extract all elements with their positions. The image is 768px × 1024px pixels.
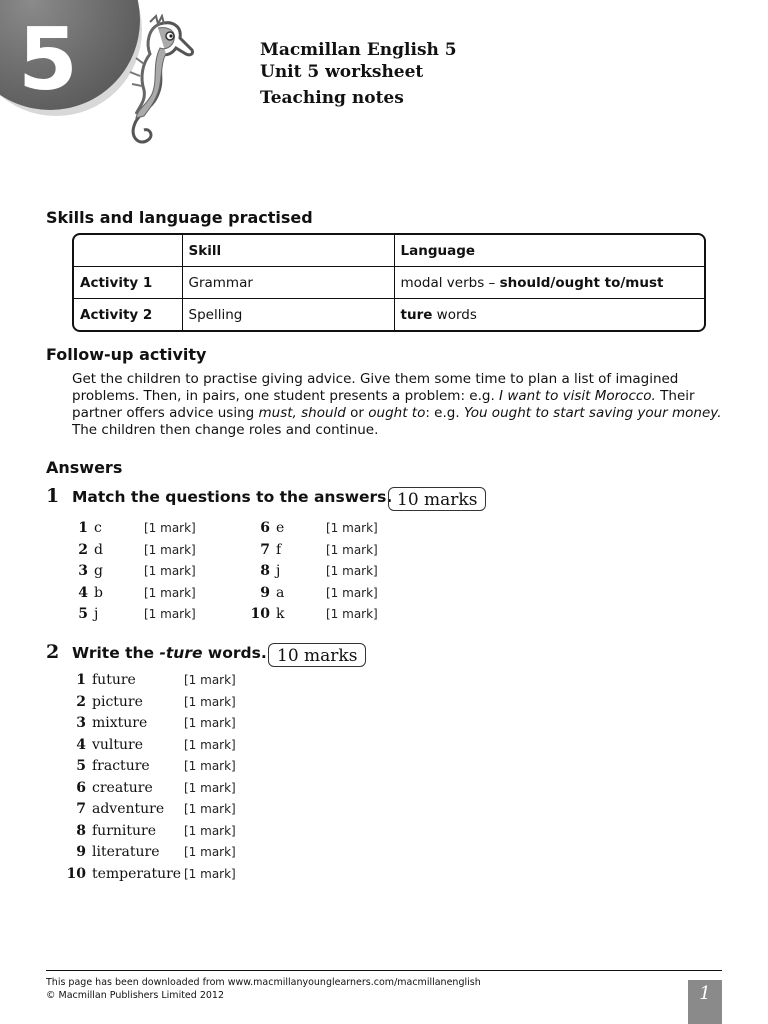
followup-text: Their partner offers advice using	[72, 388, 695, 421]
activity-cell: Activity 2	[74, 299, 182, 331]
footer-divider	[46, 970, 722, 971]
marks-box: 10 marks	[268, 643, 366, 667]
answer-number: 8	[260, 563, 270, 579]
followup-paragraph	[72, 371, 732, 439]
answer-number: 1	[76, 672, 86, 688]
list-item	[238, 540, 378, 562]
followup-example: I want to visit Morocco.	[499, 388, 656, 404]
header-title-line2: Unit 5 worksheet	[260, 62, 424, 82]
answer-number: 6	[76, 779, 86, 796]
answer-number: 4	[76, 736, 86, 753]
question-text: Match the questions to the answers.	[72, 488, 393, 506]
list-item	[60, 713, 236, 735]
followup-example: You ought to start saving your money.	[463, 405, 722, 421]
language-cell	[394, 299, 704, 331]
followup-text: : e.g.	[425, 405, 464, 421]
list-item	[60, 842, 236, 864]
skill-cell: Spelling	[182, 299, 394, 331]
answer-value: g	[94, 563, 103, 579]
answer-value: a	[276, 584, 285, 601]
answer-value: j	[94, 606, 99, 622]
mark-label: [1 mark]	[184, 823, 236, 838]
mark-label: [1 mark]	[326, 607, 378, 621]
marks-box: 10 marks	[388, 487, 486, 511]
answer-number: 7	[260, 541, 270, 558]
mark-label: [1 mark]	[184, 802, 236, 816]
header-title-line3: Teaching notes	[260, 88, 404, 108]
answer-value: future	[92, 672, 136, 688]
table-header-cell: Skill	[182, 235, 394, 267]
list-item	[60, 821, 236, 843]
language-bold-text: should/ought to/must	[499, 274, 664, 291]
answer-value: creature	[92, 779, 153, 796]
table-row	[74, 267, 704, 299]
mark-label: [1 mark]	[184, 759, 236, 773]
activity-cell: Activity 1	[74, 267, 182, 299]
answer-value: adventure	[92, 801, 165, 817]
mark-label: [1 mark]	[184, 737, 236, 752]
mark-label: [1 mark]	[144, 521, 196, 535]
question-number: 2	[46, 641, 60, 663]
answer-value: mixture	[92, 715, 148, 731]
question-text-italic: -ture	[159, 644, 203, 662]
table-header-row	[74, 235, 704, 267]
q2-answer-list	[60, 670, 236, 885]
question-text-part: Write the	[72, 644, 160, 662]
footer-copyright: © Macmillan Publishers Limited 2012	[46, 990, 224, 1001]
skills-table	[72, 233, 706, 332]
answer-value: k	[276, 606, 285, 622]
answer-number: 5	[76, 758, 86, 774]
header-title-line1: Macmillan English 5	[260, 40, 457, 60]
unit-number: 5	[18, 10, 78, 110]
skills-heading: Skills and language practised	[46, 208, 313, 227]
answer-number: 8	[76, 822, 86, 839]
mark-label: [1 mark]	[184, 694, 236, 709]
mark-label: [1 mark]	[144, 542, 196, 557]
list-item	[60, 518, 196, 540]
list-item	[60, 561, 196, 583]
list-item	[60, 799, 236, 821]
list-item	[238, 518, 378, 540]
list-item	[60, 583, 196, 605]
answer-value: f	[276, 541, 282, 558]
answer-value: d	[94, 541, 103, 558]
list-item	[60, 692, 236, 714]
answer-value: furniture	[92, 822, 157, 839]
answer-number: 2	[78, 541, 88, 558]
mark-label: [1 mark]	[184, 716, 236, 730]
answer-number: 5	[78, 606, 88, 622]
list-item	[238, 561, 378, 583]
language-text: modal verbs –	[400, 274, 500, 291]
answer-number: 2	[76, 693, 86, 710]
mark-label: [1 mark]	[184, 866, 236, 881]
skill-cell: Grammar	[182, 267, 394, 299]
mark-label: [1 mark]	[144, 564, 196, 578]
mark-label: [1 mark]	[184, 845, 236, 859]
answer-number: 9	[260, 584, 270, 601]
answer-value: temperature	[92, 865, 182, 882]
mark-label: [1 mark]	[326, 542, 378, 557]
answer-value: e	[276, 520, 285, 536]
question-text-part: words.	[202, 644, 267, 662]
list-item	[60, 604, 196, 626]
language-text: words	[432, 306, 477, 323]
list-item	[60, 778, 236, 800]
followup-text: Get the children to practise giving advice. Give them some time to plan a list of imagined problems. Then, in pairs, one student presents a problem: e.g.	[72, 371, 679, 404]
seahorse-icon	[100, 14, 196, 154]
language-cell	[394, 267, 704, 299]
mark-label: [1 mark]	[326, 521, 378, 535]
answer-value: vulture	[92, 736, 144, 753]
answer-number: 1	[78, 520, 88, 536]
mark-label: [1 mark]	[144, 607, 196, 621]
answer-number: 7	[76, 801, 86, 817]
table-row	[74, 299, 704, 331]
answer-number: 10	[250, 606, 270, 622]
mark-label: [1 mark]	[326, 585, 378, 600]
mark-label: [1 mark]	[144, 585, 196, 600]
question-text	[72, 644, 267, 662]
answer-value: b	[94, 584, 103, 601]
footer	[46, 976, 481, 1002]
question-number: 1	[46, 485, 60, 507]
answer-number: 9	[76, 844, 86, 860]
table-header-cell	[74, 235, 182, 267]
list-item	[238, 604, 378, 626]
list-item	[60, 670, 236, 692]
list-item	[60, 756, 236, 778]
language-bold-text: ture	[400, 306, 433, 323]
mark-label: [1 mark]	[184, 780, 236, 795]
answer-number: 4	[78, 584, 88, 601]
answer-value: picture	[92, 693, 143, 710]
answer-value: c	[94, 520, 102, 536]
answer-number: 3	[76, 715, 86, 731]
answer-value: literature	[92, 844, 160, 860]
footer-download-note: This page has been downloaded from www.macmillanyounglearners.com/macmillanenglish	[46, 977, 481, 988]
followup-modal: ought to	[368, 405, 426, 421]
mark-label: [1 mark]	[184, 673, 236, 687]
list-item	[60, 735, 236, 757]
mark-label: [1 mark]	[326, 564, 378, 578]
table-header-cell: Language	[394, 235, 704, 267]
list-item	[238, 583, 378, 605]
list-item	[60, 864, 236, 886]
followup-heading: Follow-up activity	[46, 345, 207, 364]
answers-heading: Answers	[46, 458, 123, 477]
answer-number: 6	[260, 520, 270, 536]
answer-number: 10	[66, 865, 86, 882]
page-number: 1	[688, 980, 722, 1024]
followup-text: The children then change roles and continue.	[72, 422, 379, 438]
answer-value: fracture	[92, 758, 150, 774]
answer-value: j	[276, 563, 281, 579]
followup-modal: must, should	[258, 405, 346, 421]
followup-text: or	[345, 405, 369, 421]
answer-number: 3	[78, 563, 88, 579]
list-item	[60, 540, 196, 562]
